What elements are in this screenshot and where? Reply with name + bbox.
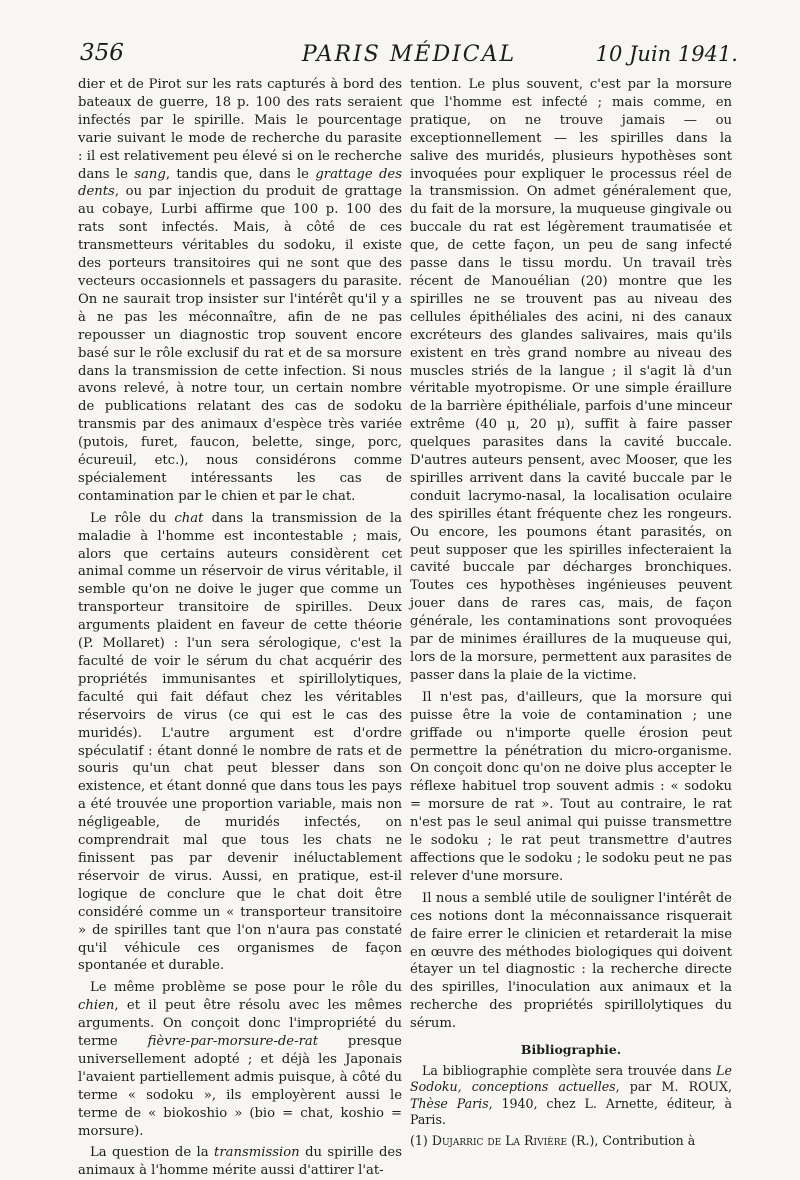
running-header — [80, 40, 738, 74]
paragraph: La question de la transmission du spirille des animaux à l'homme mérite aussi d'attirer l'at- — [78, 1145, 402, 1179]
paragraph: Le même problème se pose pour le rôle du chien, et il peut être résolu avec les mêmes arguments. On conçoit donc l'impropriété du terme fièvre-par-morsure-de-rat presque universellement adopté ; et déjà les Japonais l'avaient partiellement admis puisque, à côté du terme « sodoku », ils employèrent aussi le terme de « biokoshio » (bio = chat, koshio = morsure). — [78, 980, 402, 1139]
bibliography-heading: Bibliographie. — [520, 1042, 622, 1058]
bibliography-note: La bibliographie complète sera trouvée dans Le Sodoku, conceptions actuelles, par M. ROUX, Thèse Paris, 1940, chez L. Arnette, éditeur, à Paris. — [410, 1062, 732, 1128]
journal-title: PARIS MÉDICAL — [301, 42, 517, 67]
paragraph: dier et de Pirot sur les rats capturés à bord des bateaux de guerre, 18 p. 100 des rats seraient infectés par le spirille. Mais le pourcentage varie suivant le mode de recherche du parasite : il est relativement peu élevé si on le recherche dans le sang, tandis que, dans le grattage des dents, ou par injection du produit de grattage au cobaye, Lurbi affirme que 100 p. 100 des rats sont infectés. Mais, à côté de ces transmetteurs véritables du sodoku, il existe des porteurs transitoires qui ne sont que des vecteurs occasionnels et passagers du parasite. On ne saurait trop insister sur l'intérêt qu'il y a à ne pas les méconnaître, afin de ne pas repousser un diagnostic trop souvent encore basé sur le rôle exclusif du rat et de sa morsure dans la transmission de cette infection. Si nous avons relevé, à notre tour, un certain nombre de publications relatant des cas de sodoku transmis par des animaux d'espèce très variée (putois, furet, faucon, belette, singe, porc, écureuil, etc.), nous considérons comme spécialement intéressants les cas de contamination par le chien et par le chat. — [78, 77, 402, 504]
bibliography-reference: (1) Dujarric de La Rivière (R.), Contribution à — [410, 1132, 696, 1148]
left-column — [78, 76, 402, 1180]
paragraph: Il nous a semblé utile de souligner l'intérêt de ces notions dont la méconnaissance risquerait de faire errer le clinicien et retarderait la mise en œuvre des méthodes biologiques qui doivent étayer un tel diagnostic : la recherche directe des spirilles, l'inoculation aux animaux et la recherche des propriétés spirillolytiques du sérum. — [410, 890, 732, 1032]
paragraph: Il n'est pas, d'ailleurs, que la morsure qui puisse être la voie de contamination ; une griffade ou n'importe quelle érosion peut permettre la pénétration du micro-organisme. On conçoit donc qu'on ne doive plus accepter le réflexe habituel trop souvent admis : « sodoku = morsure de rat ». Tout au contraire, le rat n'est pas le seul animal qui puisse transmettre le sodoku ; le rat peut transmettre d'autres affections que le sodoku ; le sodoku peut ne pas relever d'une morsure. — [410, 689, 732, 884]
right-column — [410, 76, 732, 1149]
page-number: 356 — [80, 40, 124, 66]
issue-date: 10 Juin 1941. — [595, 42, 738, 66]
paragraph: Le rôle du chat dans la transmission de la maladie à l'homme est incontestable ; mais, alors que certains auteurs considèrent cet animal comme un réservoir de virus véritable, il semble qu'on ne doive le juger que comme un transporteur transitoire de spirilles. Deux arguments plaident en faveur de cette théorie (P. Mollaret) : l'un sera sérologique, c'est la faculté de voir le sérum du chat acquérir des propriétés immunisantes et spirillolytiques, faculté qui fait défaut chez les véritables réservoirs de virus (ce qui est le cas des muridés). L'autre argument est d'ordre spéculatif : étant donné le nombre de rats et de souris qu'un chat peut blesser dans son existence, et étant donné que dans tous les pays a été trouvée une proportion variable, mais non négligeable, de muridés infectés, on comprendrait mal que tous les chats ne finissent pas par devenir inéluctablement réservoir de virus. Aussi, en pratique, est-il logique de conclure que le chat doit être considéré comme un « transporteur transitoire » de spirilles tant que l'on n'aura pas constaté qu'il véhicule ces organismes de façon spontanée et durable. — [78, 510, 402, 974]
paragraph: tention. Le plus souvent, c'est par la morsure que l'homme est infecté ; mais comme, en pratique, on ne trouve jamais — ou exceptionnellement — les spirilles dans la salive des muridés, plusieurs hypothèses sont invoquées pour expliquer le processus réel de la transmission. On admet généralement que, du fait de la morsure, la muqueuse gingivale ou buccale du rat est légèrement traumatisée et que, de cette façon, un peu de sang infecté passe dans le tissu mordu. Un travail très récent de Manouélian (20) montre que les spirilles ne se trouvent pas au niveau des cellules épithéliales des acini, ni des canaux excréteurs des glandes salivaires, mais qu'ils existent en très grand nombre au niveau des muscles striés de la langue ; il s'agit là d'un véritable myotropisme. Or une simple éraillure de la barrière épithéliale, parfois d'une minceur extrême (40 μ, 20 μ), suffit à faire passer quelques parasites dans la cavité buccale. D'autres auteurs pensent, avec Mooser, que les spirilles arrivent dans la cavité buccale par le conduit lacrymo-nasal, la localisation oculaire des spirilles étant fréquente chez les rongeurs. Ou encore, les poumons étant parasités, on peut supposer que les spirilles infecteraient la cavité buccale par décharges bronchiques. Toutes ces hypothèses ingénieuses peuvent jouer dans de rares cas, mais, de façon générale, les contaminations sont provoquées par de minimes éraillures de la muqueuse qui, lors de la morsure, permettent aux parasites de passer dans la plaie de la victime. — [410, 77, 732, 683]
